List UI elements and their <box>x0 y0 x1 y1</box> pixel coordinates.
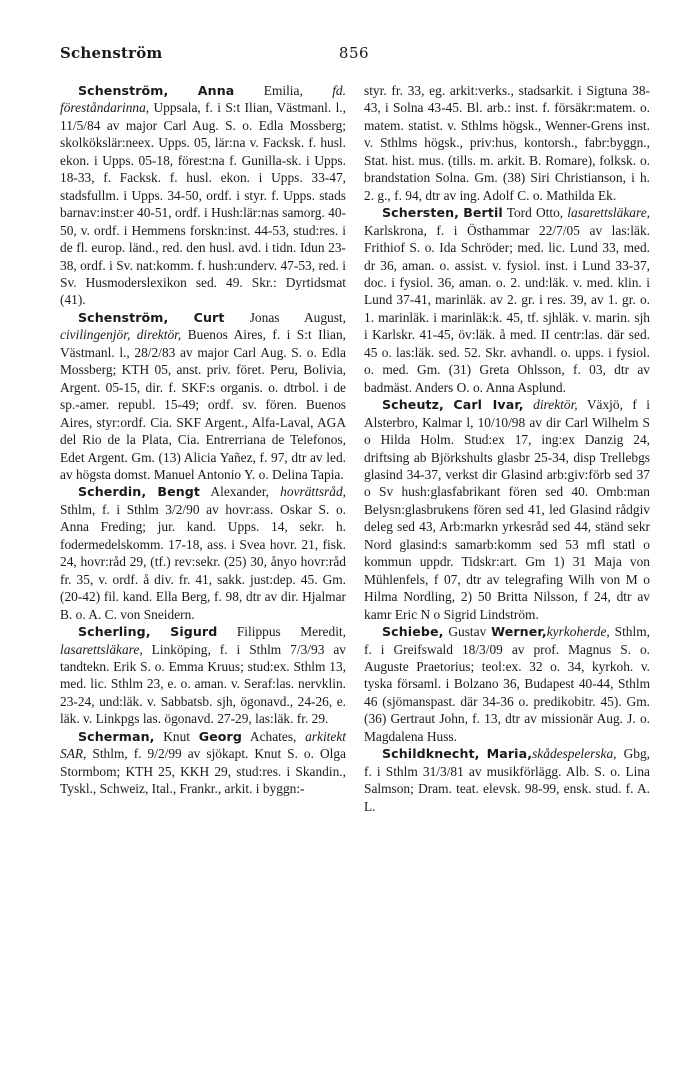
entry-given-rest: Jonas August, <box>224 309 346 325</box>
entry-given-rest: Emilia, <box>234 83 303 98</box>
entry-title: kyrkoherde, <box>546 624 610 640</box>
entry-surname: Schenström, <box>78 83 169 98</box>
entry-given-name: Maria, <box>486 746 533 762</box>
entry-given-rest: Alexander, <box>200 484 270 500</box>
entry-scherman-georg <box>60 728 346 798</box>
entry-text: Linköping, f. i Sthlm 7/3/93 av tandtekn. Erik S. o. Emma Kruus; stud:ex. Sthlm 13, med. lic. Sthlm 23, e. o. aman. v. Seraf:las. nervklin. 23-24, und:läk. v. Sabbatsb. sjh, ögonavd., 24-26, e. läk. v. Linkpgs las. ögonavd. 27-29, las:läk. fr. 29. <box>60 641 346 727</box>
entry-given-rest: Achates, <box>241 728 297 744</box>
entry-text: Sthlm, f. 9/2/99 av sjökapt. Knut S. o. Olga Stormbom; KTH 25, KKH 29, stud:res. i Skandin., Tyskl., Schweiz, Ital., Frankr., arkit. i byggn:- <box>60 746 346 797</box>
entry-given-name: Anna <box>197 83 235 98</box>
entry-text: Uppsala, f. i S:t Ilian, Västmanl. l., 11/5/84 av major Carl Aug. S. o. Edla Mossberg; skolkökslär:neex. Upps. 05, lär:na v. Facksk. f. husl. ekon. i Upps. 05-18, förest:na f. Gunilla-sk. i Upps. 18-33, f. Facksk. f. husl. ekon. i Upps. 33-47, stadsfullm. i Upps. 34-50, ordf. i styr. f. Upps. stads barnav:inst:er 40-51, ordf. i Hush:lär:nas samorg. 40-50, v. ordf. i Hemmens forskn:inst. 44-53, stud:res. i de fl. europ. länd., red. den husl. avd. i tidn. Idun 23-38, ordf. i Sv. nat:komm. f. hush:underv. 47-53, red. i Sv. Husmoderslexikon sed. 49. Skr.: Dyrtidsmat (41). <box>60 100 346 308</box>
entry-given-rest: Tord Otto, <box>502 205 564 221</box>
entry-text: Karlskrona, f. i Östhammar 22/7/05 av las:läk. Frithiof S. o. Ida Schröder; med. lic. Lund 33, med. dr 36, aman. o. assist. v. fysiol. inst. i Lund 33-37, doc. i fysiol. 36, aman. o. 2. und:läk. v. med. klin. i Lund 37-41, marinläk. av 2. gr. i res. 39, av 1. gr. o. 1. marinläk. i marinläk:k. 45, tf. sjhläk. v. marin. sjh i Karlskr. 41-45, öv:läk. å med. II centr:las. där sed. 45 o. las:läk. sed. 52. Skr. avhandl. o. upps. i fysiol. o. med. Gm. (31) Greta Ohlsson, f. 03, dtr av badmäst. Anders O. o. Anna Asplund. <box>364 222 650 395</box>
entry-text: styr. fr. 33, eg. arkit:verks., stadsarkit. i Sigtuna 38-43, i Solna 43-45. Bl. arb.: inst. f. försäkr:matem. o. matem. statist. v. Sthlms högsk., Wenner-Grens inst. v. Sthlms högsk., priv:hus, kontorsh., fabr:byggn., Stat. hist. mus. (tills. m. arkit. B. Romare), folksk. o. brandstation Solna. Gm. (38) Siri Christianson, i h. 2. g., f. 94, dtr av ing. Adolf C. o. Mathilda Ek. <box>364 83 650 203</box>
entry-surname: Schenström, <box>78 309 169 325</box>
entry-scherdin-bengt <box>60 483 346 623</box>
entry-text: Växjö, f i Alsterbro, Kalmar l, 10/10/98 av dir Carl Wilhelm S o Hilda Holm. Stud:ex 17, ing:ex Danzig 24, driftsing ab Björkshults glasbr 25-34, disp Trellebgs glasind 34-37, verkst dir Glasind arb:giv:förb sed 37 o Sv hush:glasfabrikant fören sed 40. Omb:man Belysn:glasbrukens fören sed 41, led Glasind rådgiv deleg sed 43, Arb:markn yrkesråd sed 44, ständ sekr Nord glasind:s samarb:komm sed 53 mfl statl o kommun uppdr. Tidskr:art. Gm 1) 31 Maja von Mühlenfels, f 07, dtr av telegrafing Wilh von M o Hilma Nordling, 2) 50 Britta Nilsson, f 24, dtr av kamr Eric N o Sigrid Lindström. <box>364 397 650 622</box>
entry-text: Sthlm, f. i Sthlm 3/2/90 av hovr:ass. Oskar S. o. Anna Freding; jur. kand. Upps. 14, sekr. h. fodermedelskomm. 17-18, ass. i Svea hovr. 21, fisk. 24, hovr:råd 29, (tf.) rev:sekr. (25) 30, ånyo hovr:råd fr. 35, v. ordf. å div. fr. 41, sakk. just:dep. 45. Gm. (20-42) fil. kand. Ella Berg, f. 98, dtr av dir. Hjalmar B. o. A. C. von Sneidern. <box>60 501 346 622</box>
entry-title: direktör, <box>533 397 578 413</box>
entry-given-name: Bertil <box>463 205 503 221</box>
entry-text: Gbg, f. i Sthlm 31/3/81 av musikförlägg. Alb. S. o. Lina Salmson; Dram. teat. elevsk. 98-99, ensk. stud. f. A. L. <box>364 746 650 814</box>
entry-title: arkitekt SAR, <box>60 728 346 762</box>
left-column <box>60 82 346 1062</box>
entry-title: lasarettsläkare, <box>567 205 650 221</box>
entry-scherling-sigurd <box>60 623 346 728</box>
entry-given-name: Bengt <box>157 484 201 500</box>
entry-schenstrom-curt <box>60 309 346 484</box>
entry-title: skådespelerska, <box>532 746 617 762</box>
two-column-body <box>60 82 650 1062</box>
entry-title: civilingenjör, direktör, <box>60 327 182 343</box>
entry-given-name: Carl Ivar, <box>453 397 524 413</box>
entry-title: hovrättsråd, <box>280 484 346 500</box>
right-column <box>364 82 650 1062</box>
entry-schiebe-werner <box>364 623 650 745</box>
entry-given-name: Sigurd <box>170 624 218 640</box>
page-header <box>60 44 648 68</box>
page-number: 856 <box>338 44 370 62</box>
entry-scheutz-carl-ivar <box>364 396 650 623</box>
entry-surname: Schildknecht, <box>382 746 480 762</box>
entry-given-name: Curt <box>193 309 225 325</box>
entry-given-name: Werner, <box>491 624 547 640</box>
entry-title: fd. föreståndarinna, <box>60 83 346 116</box>
entry-surname: Scherling, <box>78 624 151 640</box>
entry-surname: Scherdin, <box>78 484 147 500</box>
entry-schildknecht-maria <box>364 745 650 815</box>
entry-surname: Schersten, <box>382 205 460 221</box>
entry-surname: Scherman, <box>78 728 155 744</box>
entry-surname: Scheutz, <box>382 397 444 413</box>
entry-schersten-bertil <box>364 204 650 396</box>
entry-schenstrom-anna <box>60 82 346 309</box>
entry-pre-given: Knut <box>154 728 199 744</box>
entry-surname: Schiebe, <box>382 624 444 640</box>
entry-pre-given: Gustav <box>443 624 492 640</box>
entry-text: Buenos Aires, f. i S:t Ilian, Västmanl. l., 28/2/83 av major Carl Aug. S. o. Edla Mossberg; KTH 05, anst. priv. föret. Peru, Bolivia, Argent. 05-15, dir. f. SKF:s organis. o. dtrbol. i de sp.-amer. republ. 15-49; ordf. sv. fören. Buenos Aires, styr:ordf. Cia. SKF Argent., Alfa-Laval, AGA del Rio de la Plata, Cia. Entrerriana de Telefonos, Edet Argent. Gm. (13) Alicia Yañez, f. 97, dtr av led. av högsta domst. Manuel Antonio Y. o. Delina Tapia. <box>60 327 347 482</box>
running-head: Schenström <box>60 44 163 62</box>
entry-given-rest: Filippus Meredit, <box>217 624 346 640</box>
entry-given-name: Georg <box>198 728 242 744</box>
entry-continuation <box>364 82 650 204</box>
entry-title: lasarettsläkare, <box>60 641 143 657</box>
entry-text: Sthlm, f. i Greifswald 18/3/09 av prof. Magnus S. o. Auguste Praetorius; teol:ex. 32 o. 34, kyrkoh. v. tyska församl. i Bolzano 36, Budapest 40-44, Sthlm 46 (sjömanspast. där 34-36 o. predikobitr. 45). Gm. (36) Gertraut John, f. 13, dtr av missionär Aug. J. o. Magdalena Huss. <box>364 624 650 744</box>
